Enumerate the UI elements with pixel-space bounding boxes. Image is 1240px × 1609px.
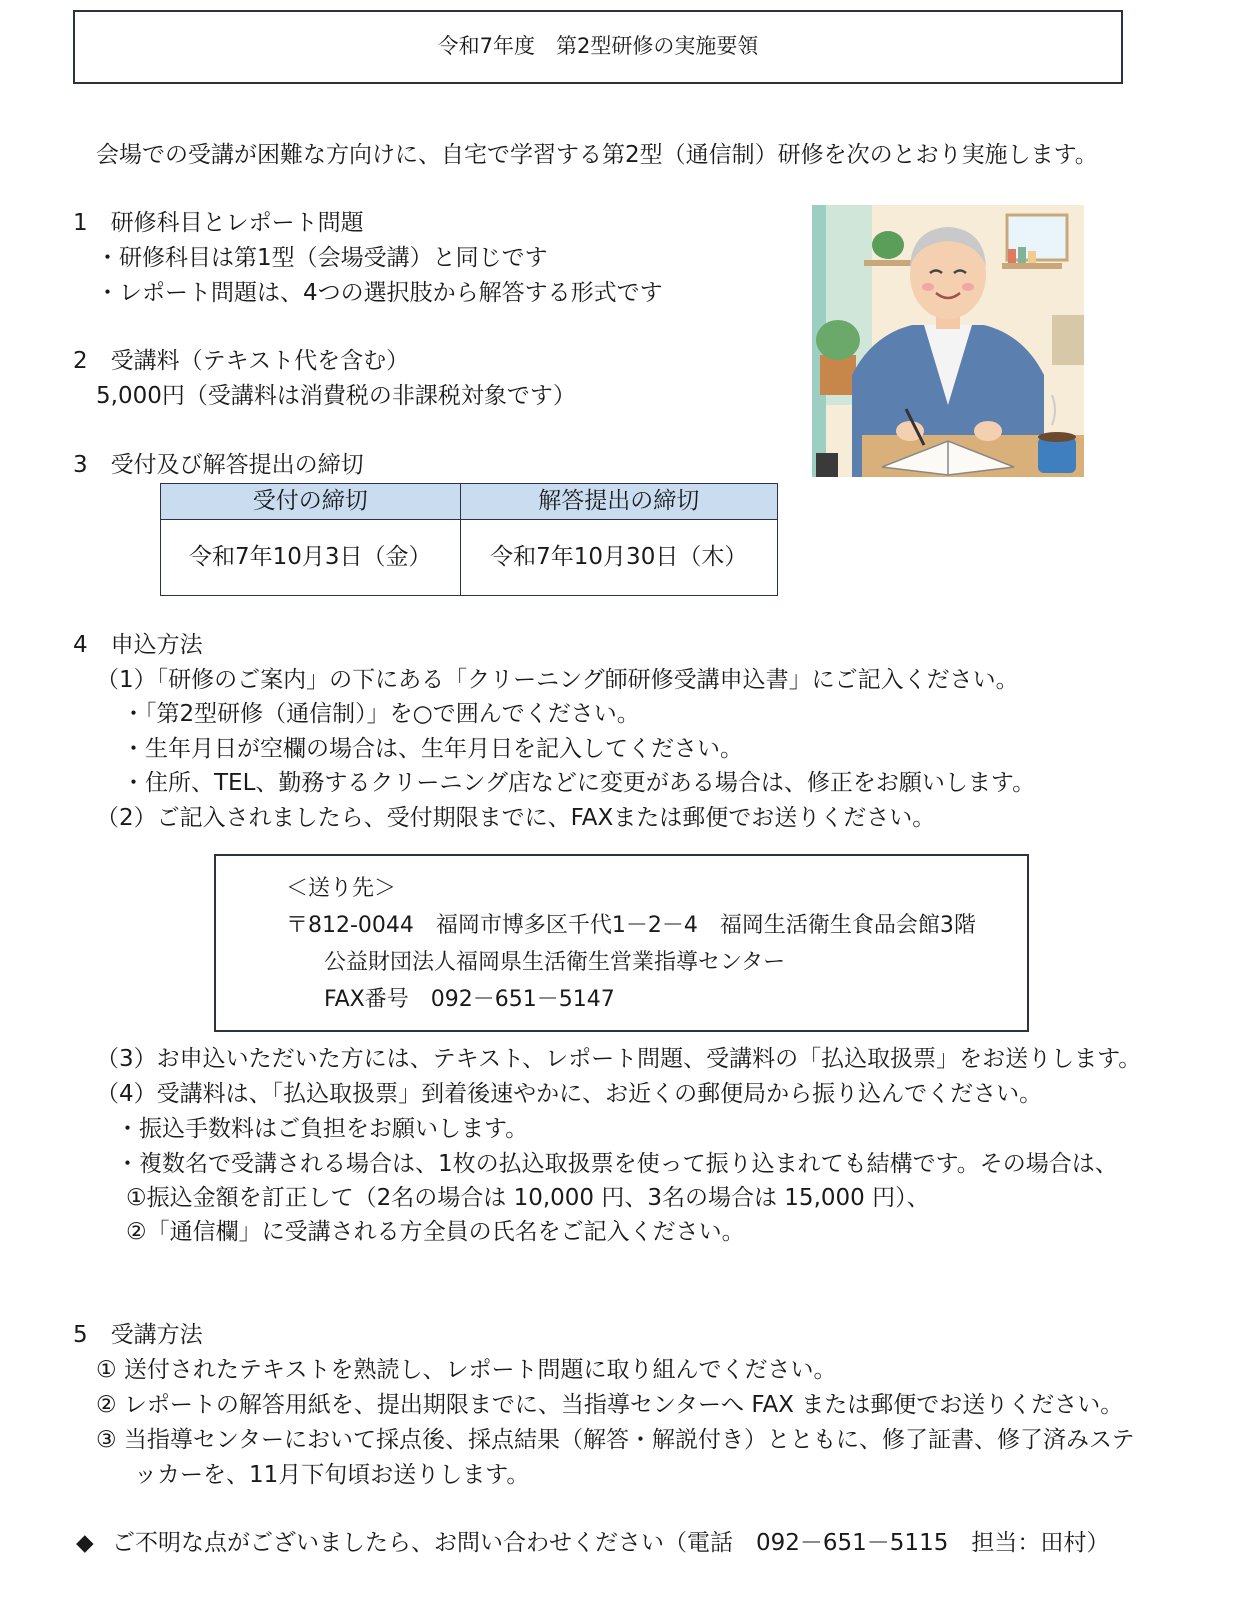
sec4-step4-item: ②「通信欄」に受講される方全員の氏名をご記入ください。 — [126, 1219, 745, 1245]
sec4-step1-item: ・生年月日が空欄の場合は、生年月日を記入してください。 — [122, 736, 743, 762]
sec4-step1: （1）「研修のご案内」の下にある「クリーニング師研修受講申込書」にご記入ください。 — [96, 667, 1019, 693]
elderly-man-studying-illustration — [812, 205, 1084, 477]
sec5-item-continued: ッカーを、11月下旬頃お送りします。 — [134, 1462, 530, 1488]
footer-bullet-icon: ◆ — [76, 1530, 94, 1556]
sec2-heading: 2 受講料（テキスト代を含む） — [73, 348, 410, 374]
sec2-fee: 5,000円（受講料は消費税の非課税対象です） — [96, 383, 576, 409]
sec4-step4: （4）受講料は、「払込取扱票」到着後速やかに、お近くの郵便局から振り込んでください。 — [96, 1081, 1043, 1107]
table-header-submission: 解答提出の締切 — [460, 484, 778, 520]
address-label: ＜送り先＞ — [286, 876, 397, 901]
sec5-item: ① 送付されたテキストを熟読し、レポート問題に取り組んでください。 — [96, 1357, 837, 1383]
address-postal: 〒812-0044 福岡市博多区千代1－2－4 福岡生活衛生食品会館3階 — [286, 913, 976, 938]
table-cell-submission-date: 令和7年10月30日（木） — [460, 519, 778, 595]
address-organization: 公益財団法人福岡県生活衛生営業指導センター — [324, 950, 786, 975]
sec4-step1-item: ・住所、TEL、勤務するクリーニング店などに変更がある場合は、修正をお願いします。 — [122, 770, 1036, 796]
sec4-step3: （3）お申込いただいた方には、テキスト、レポート問題、受講料の「払込取扱票」をお送りします。 — [96, 1046, 1142, 1072]
sec4-step1-item: ・「第2型研修（通信制）」を○で囲んでください。 — [122, 701, 640, 727]
table-cell-reception-date: 令和7年10月3日（金） — [161, 519, 461, 595]
footer-contact: ご不明な点がございましたら、お問い合わせください（電話 092－651－5115 担当：田村） — [112, 1530, 1110, 1556]
deadline-table — [160, 483, 778, 596]
sec4-step2: （2）ご記入されましたら、受付期限までに、FAXまたは郵便でお送りください。 — [96, 805, 936, 831]
sec1-item: ・レポート問題は、4つの選択肢から解答する形式です — [96, 280, 663, 306]
sec4-heading: 4 申込方法 — [73, 632, 203, 658]
address-box — [214, 854, 1029, 1032]
sec3-heading: 3 受付及び解答提出の締切 — [73, 452, 364, 478]
table-header-reception: 受付の締切 — [161, 484, 461, 520]
sec1-heading: 1 研修科目とレポート問題 — [73, 210, 364, 236]
page-title: 令和7年度 第2型研修の実施要領 — [437, 34, 759, 59]
address-fax: FAX番号 092－651－5147 — [324, 987, 615, 1012]
intro-text: 会場での受講が困難な方向けに、自宅で学習する第2型（通信制）研修を次のとおり実施します。 — [96, 142, 1098, 168]
sec1-item: ・研修科目は第1型（会場受講）と同じです — [96, 245, 548, 271]
sec5-item: ② レポートの解答用紙を、提出期限までに、当指導センターへ FAX または郵便でお送りください。 — [96, 1392, 1124, 1418]
sec4-step4-item: ・複数名で受講される場合は、1枚の払込取扱票を使って振り込まれても結構です。その場合は、 — [116, 1151, 1118, 1177]
sec4-step4-item: ①振込金額を訂正して（2名の場合は 10,000 円、3名の場合は 15,000 円）、 — [126, 1185, 930, 1211]
title-box — [73, 10, 1123, 84]
sec4-step4-item: ・振込手数料はご負担をお願いします。 — [116, 1116, 529, 1142]
sec5-heading: 5 受講方法 — [73, 1322, 203, 1348]
sec5-item: ③ 当指導センターにおいて採点後、採点結果（解答・解説付き）とともに、修了証書、修了済みステ — [96, 1427, 1135, 1453]
